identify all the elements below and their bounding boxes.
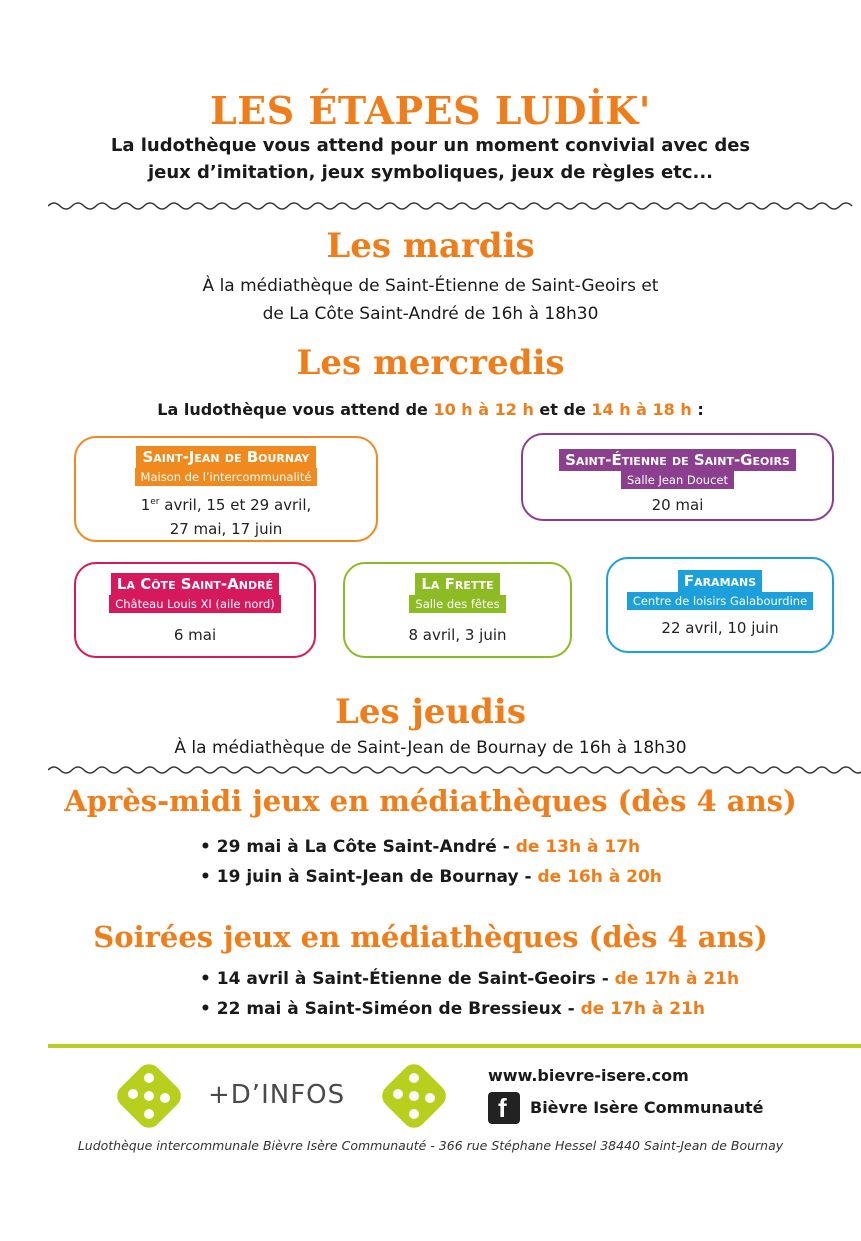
list-item: • 19 juin à Saint-Jean de Bournay - de 16h à 20h xyxy=(200,867,662,887)
soirees-list xyxy=(200,964,739,1024)
facebook-icon[interactable]: f xyxy=(488,1092,520,1124)
mardis-title: Les mardis xyxy=(326,226,535,266)
mardis-text: À la médiathèque de Saint-Étienne de Saint-Geoirs et de La Côte Saint-André de 16h à 18h30 xyxy=(202,276,659,324)
dice-icon xyxy=(113,1060,185,1132)
apres-midi-title: Après-midi jeux en médiathèques (dès 4 ans) xyxy=(64,784,797,818)
list-item: • 29 mai à La Côte Saint-André - de 13h à 17h xyxy=(200,837,641,857)
jeudis-title: Les jeudis xyxy=(334,692,526,732)
wave-divider xyxy=(48,198,861,214)
mercredis-title: Les mercredis xyxy=(296,343,565,383)
location-faramans: Faramans Centre de loisirs Galabourdine 22 avril, 10 juin xyxy=(606,557,834,653)
jeudis-text: À la médiathèque de Saint-Jean de Bournay de 16h à 18h30 xyxy=(174,738,687,758)
page-title: LES ÉTAPES LUDİK' xyxy=(210,88,651,133)
mercredis-intro: La ludothèque vous attend de 10 h à 12 h et de 14 h à 18 h : xyxy=(157,400,704,419)
location-la-frette: La Frette Salle des fêtes 8 avril, 3 juin xyxy=(343,562,572,658)
apres-midi-list xyxy=(200,832,662,892)
facebook-link[interactable]: Bièvre Isère Communauté xyxy=(530,1098,764,1117)
footer-address: Ludothèque intercommunale Bièvre Isère Communauté - 366 rue Stéphane Hessel 38440 Saint-Jean de Bournay xyxy=(77,1138,784,1153)
dice-icon xyxy=(378,1060,450,1132)
list-item: • 22 mai à Saint-Siméon de Bressieux - de 17h à 21h xyxy=(200,999,706,1019)
location-la-cote-saint-andre: La Côte Saint-André Château Louis XI (aile nord) 6 mai xyxy=(74,562,316,658)
location-saint-etienne-de-saint-geoirs: Saint-Étienne de Saint-Geoirs Salle Jean Doucet 20 mai xyxy=(521,433,834,521)
list-item: • 14 avril à Saint-Étienne de Saint-Geoirs - de 17h à 21h xyxy=(200,969,740,989)
wave-divider-2 xyxy=(48,762,861,778)
intro-text: La ludothèque vous attend pour un moment convivial avec des jeux d’imitation, jeux symboliques, jeux de règles etc... xyxy=(110,135,751,183)
footer-divider xyxy=(48,1044,861,1048)
location-saint-jean-de-bournay: Saint-Jean de Bournay Maison de l’intercommunalité 1er avril, 15 et 29 avril, 27 mai, 17 juin xyxy=(74,436,378,542)
website-link[interactable]: www.bievre-isere.com xyxy=(488,1066,689,1085)
infos-label: +D’INFOS xyxy=(208,1080,346,1110)
soirees-title: Soirées jeux en médiathèques (dès 4 ans) xyxy=(93,920,768,954)
